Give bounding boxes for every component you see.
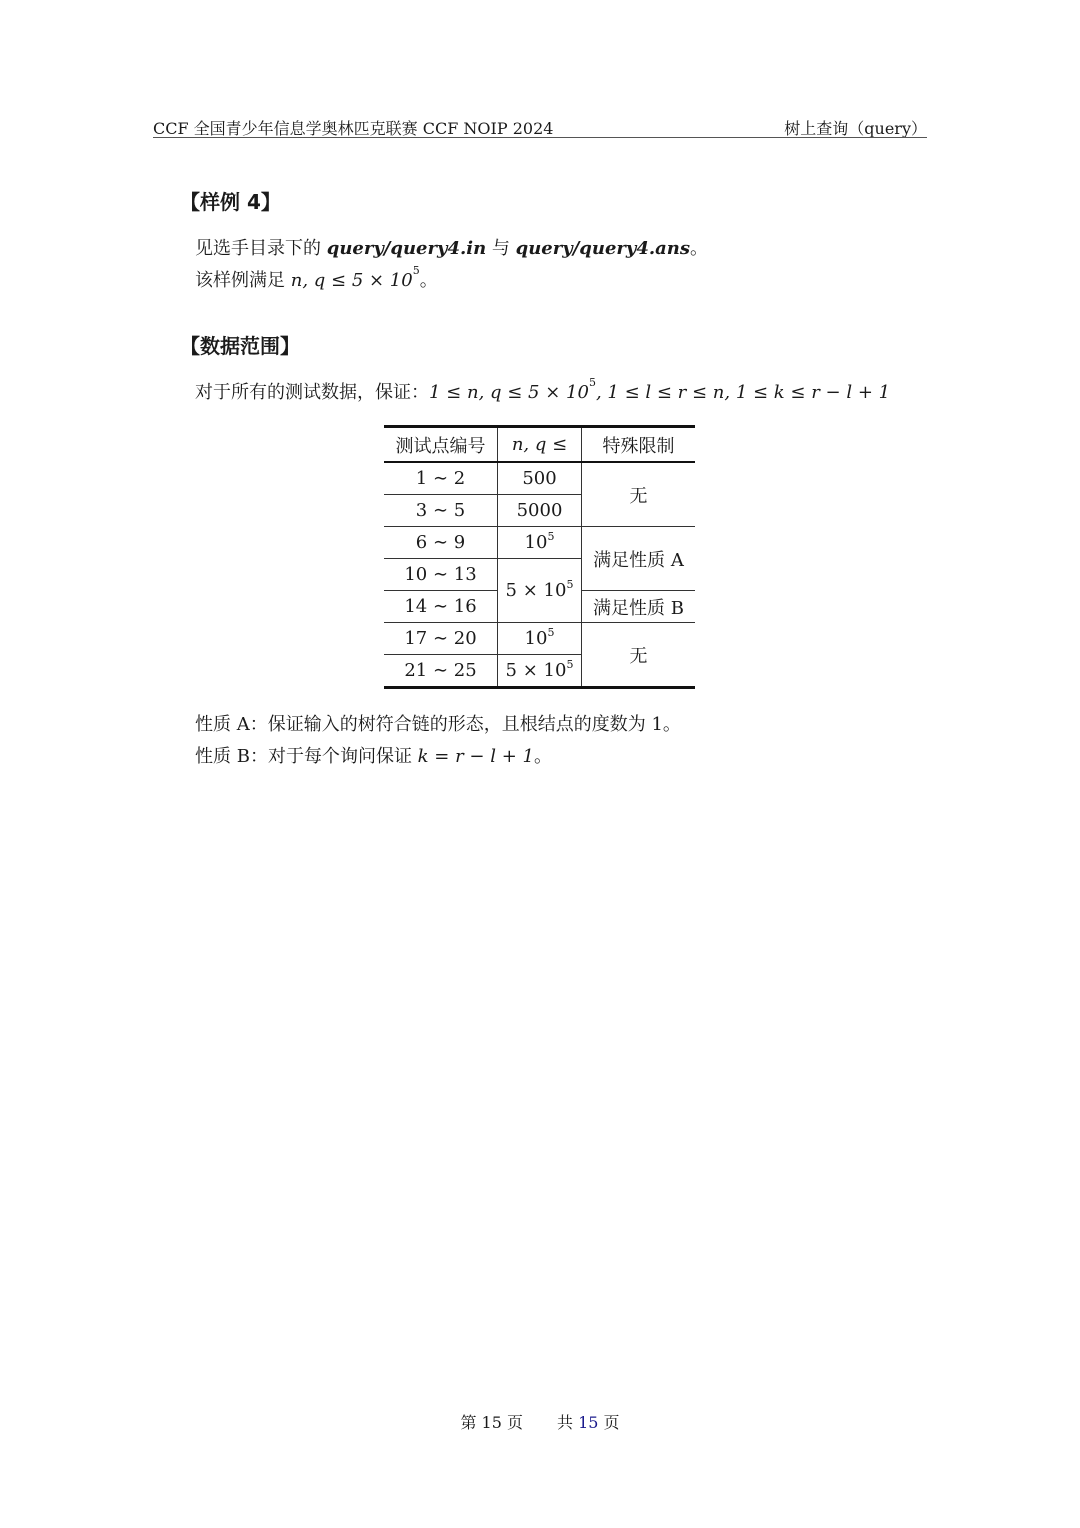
limit-cell: 500 [498,462,582,495]
test-id-cell: 6 ∼ 9 [384,527,498,559]
data-range-intro [195,378,890,404]
special-cell: 满足性质 A [582,527,696,591]
current-page: 15 [481,1413,502,1432]
text: 。 [419,270,438,291]
text: 见选手目录下的 [195,238,327,259]
test-id-cell: 17 ∼ 20 [384,623,498,655]
test-id-cell: 3 ∼ 5 [384,495,498,527]
exponent: 5 [547,530,555,543]
limit-cell [498,655,582,688]
text: 页 [501,1413,523,1432]
test-id-cell: 14 ∼ 16 [384,591,498,623]
text: 第 [460,1413,482,1432]
exponent: 5 [588,376,596,389]
limit-cell [498,527,582,559]
text: 。 [662,714,681,735]
sample-4-title: 【样例 4】 [180,190,281,214]
table-row [384,462,695,495]
exponent: 5 [566,658,574,671]
text: 对于所有的测试数据，保证： [195,382,429,403]
column-header: n, q ≤ [498,427,582,463]
sample-4-files-line [195,234,708,260]
table-row [384,623,695,655]
text: 性质 A：保证输入的树符合链的形态，且根结点的度数为 [195,714,652,735]
header-divider [153,137,927,138]
text: 。 [690,238,709,259]
subtask-table [384,425,695,689]
limit-cell: 5000 [498,495,582,527]
header-problem-title: 树上查询（query） [784,119,927,138]
property-b [195,742,552,768]
test-id-cell: 21 ∼ 25 [384,655,498,688]
data-range-title: 【数据范围】 [180,334,300,358]
limit-cell [498,559,582,623]
exponent: 5 [566,578,574,591]
table-header-row [384,427,695,463]
exponent: 5 [547,626,555,639]
column-header: 测试点编号 [384,427,498,463]
special-cell: 满足性质 B [582,591,696,623]
answer-file-name: query/query4.ans [515,238,691,259]
text: 性质 B：对于每个询问保证 [195,746,418,767]
test-id-cell: 10 ∼ 13 [384,559,498,591]
text: 共 [557,1413,579,1432]
column-header: 特殊限制 [582,427,696,463]
text: 页 [598,1413,620,1432]
special-cell: 无 [582,462,696,527]
limit-base: 10 [524,628,548,649]
table-row [384,527,695,559]
sample-4-constraint-line [195,266,438,292]
page-footer [0,1410,1080,1433]
math-expression: , 1 ≤ l ≤ r ≤ n, 1 ≤ k ≤ r − l + 1 [595,382,891,403]
text: 与 [486,238,516,259]
math-expression: n, q ≤ 5 × 10 [290,270,413,291]
special-cell: 无 [582,623,696,688]
text: 该样例满足 [195,270,291,291]
limit-base: 5 × 10 [505,580,567,601]
input-file-name: query/query4.in [326,238,487,259]
math-expression: k = r − l + 1 [417,746,534,767]
value: 1 [651,714,663,735]
test-id-cell: 1 ∼ 2 [384,462,498,495]
exponent: 5 [412,264,420,277]
limit-base: 5 × 10 [505,660,567,681]
text: 。 [533,746,552,767]
limit-cell [498,623,582,655]
limit-base: 10 [524,532,548,553]
total-pages: 15 [578,1413,599,1432]
header-contest-title: CCF 全国青少年信息学奥林匹克联赛 CCF NOIP 2024 [153,119,554,138]
property-a [195,710,681,736]
math-expression: 1 ≤ n, q ≤ 5 × 10 [429,382,589,403]
